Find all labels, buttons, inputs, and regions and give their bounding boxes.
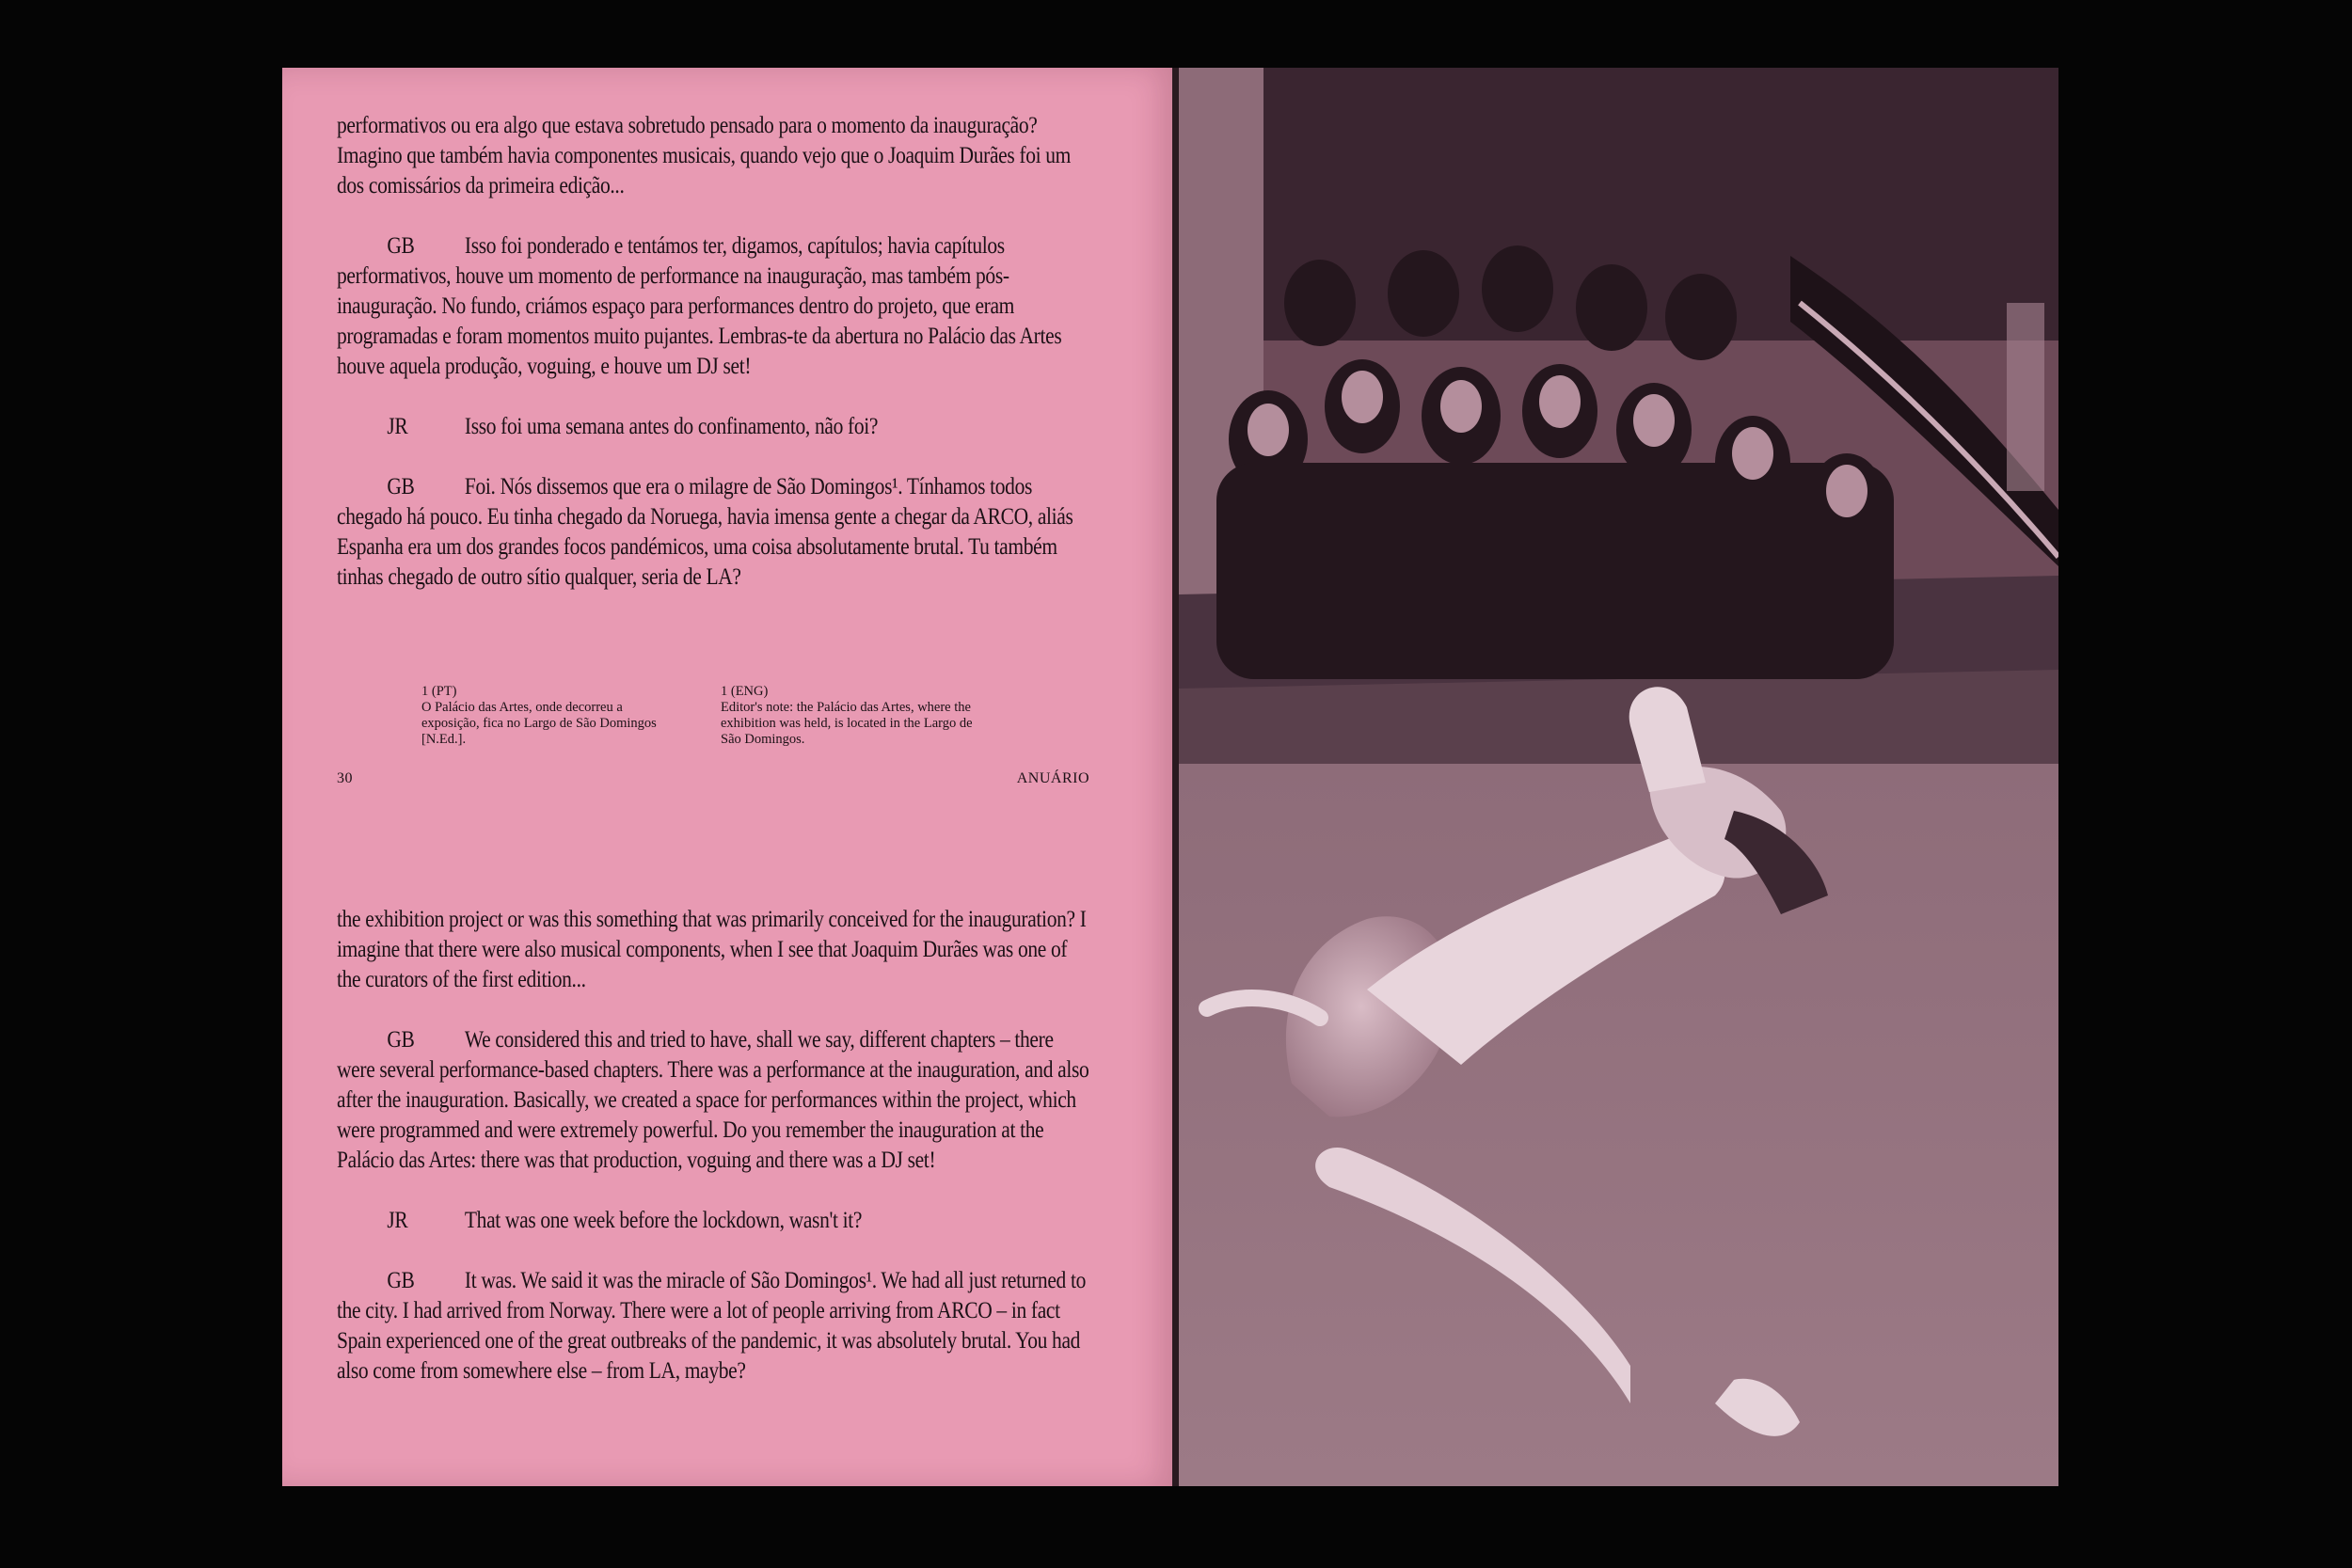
- speaker-label: JR: [387, 1208, 408, 1233]
- paragraph: GB We considered this and tried to have, shall we say, different chapters – there were several performance-based chapters. There was a performance at the inauguration, and also after the inauguration. Basically, we created a space for performances within the project, which were programmed and were extremely powerful. Do you remember the inauguration at the Palácio das Artes: there was that production, voguing and there was a DJ set!: [337, 1027, 1089, 1173]
- paragraph: JR That was one week before the lockdown, wasn't it?: [337, 1206, 1089, 1236]
- footnote-text: O Palácio das Artes, onde decorreu a exposição, fica no Largo de São Domingos [N.Ed.].: [421, 700, 657, 747]
- footnotes: [337, 684, 1089, 787]
- english-text-block: [337, 905, 1089, 1417]
- speaker-label: GB: [387, 1268, 415, 1293]
- footnote-en: [721, 684, 975, 748]
- footnote-pt: [421, 684, 675, 748]
- paragraph: GB Isso foi ponderado e tentámos ter, digamos, capítulos; havia capítulos performativos, houve um momento de performance na inauguração, mas também pós-inauguração. No fundo, criámos espaço para performances dentro do projeto, que eram programadas e foram momentos muito pujantes. Lembras-te da abertura no Palácio das Artes houve aquela produção, voguing, e houve um DJ set!: [337, 233, 1062, 379]
- paragraph: the exhibition project or was this something that was primarily conceived for the inauguration? I imagine that there were also musical components, when I see that Joaquim Durães was one of the curators of the first edition...: [337, 907, 1087, 992]
- footnote-text: Editor's note: the Palácio das Artes, where the exhibition was held, is located in the Largo de São Domingos.: [721, 700, 973, 747]
- speaker-label: GB: [387, 474, 415, 499]
- paragraph: GB Foi. Nós dissemos que era o milagre de São Domingos¹. Tínhamos todos chegado há pouco. Eu tinha chegado da Noruega, havia imensa gente a chegar da ARCO, aliás Espanha era um dos grandes focos pandémicos, uma coisa absolutamente brutal. Tu também tinhas chegado de outro sítio qualquer, seria de LA?: [337, 474, 1073, 590]
- running-title: ANUÁRIO: [1016, 770, 1089, 786]
- speaker-label: GB: [387, 1027, 415, 1053]
- performance-photo-icon: [1179, 68, 2058, 1486]
- footnote-label: 1 (ENG): [721, 684, 769, 699]
- right-page: [1179, 68, 2058, 1486]
- page-number: 30: [337, 770, 353, 786]
- left-page: [282, 68, 1176, 1486]
- paragraph: performativos ou era algo que estava sobretudo pensado para o momento da inauguração? Imagino que também havia componentes musicais, quando vejo que o Joaquim Durães foi um dos comissários da primeira edição...: [337, 113, 1072, 198]
- paragraph: GB It was. We said it was the miracle of São Domingos¹. We had all just returned to the city. I had arrived from Norway. There were a lot of people arriving from ARCO – in fact Spain experienced one of the great outbreaks of the pandemic, it was absolutely brutal. You had also come from somewhere else – from LA, maybe?: [337, 1268, 1087, 1384]
- portuguese-text-block: [337, 111, 1089, 623]
- paragraph: JR Isso foi uma semana antes do confinamento, não foi?: [337, 412, 1089, 442]
- speaker-label: JR: [387, 414, 408, 439]
- footnote-label: 1 (PT): [421, 684, 457, 699]
- speaker-label: GB: [387, 233, 415, 259]
